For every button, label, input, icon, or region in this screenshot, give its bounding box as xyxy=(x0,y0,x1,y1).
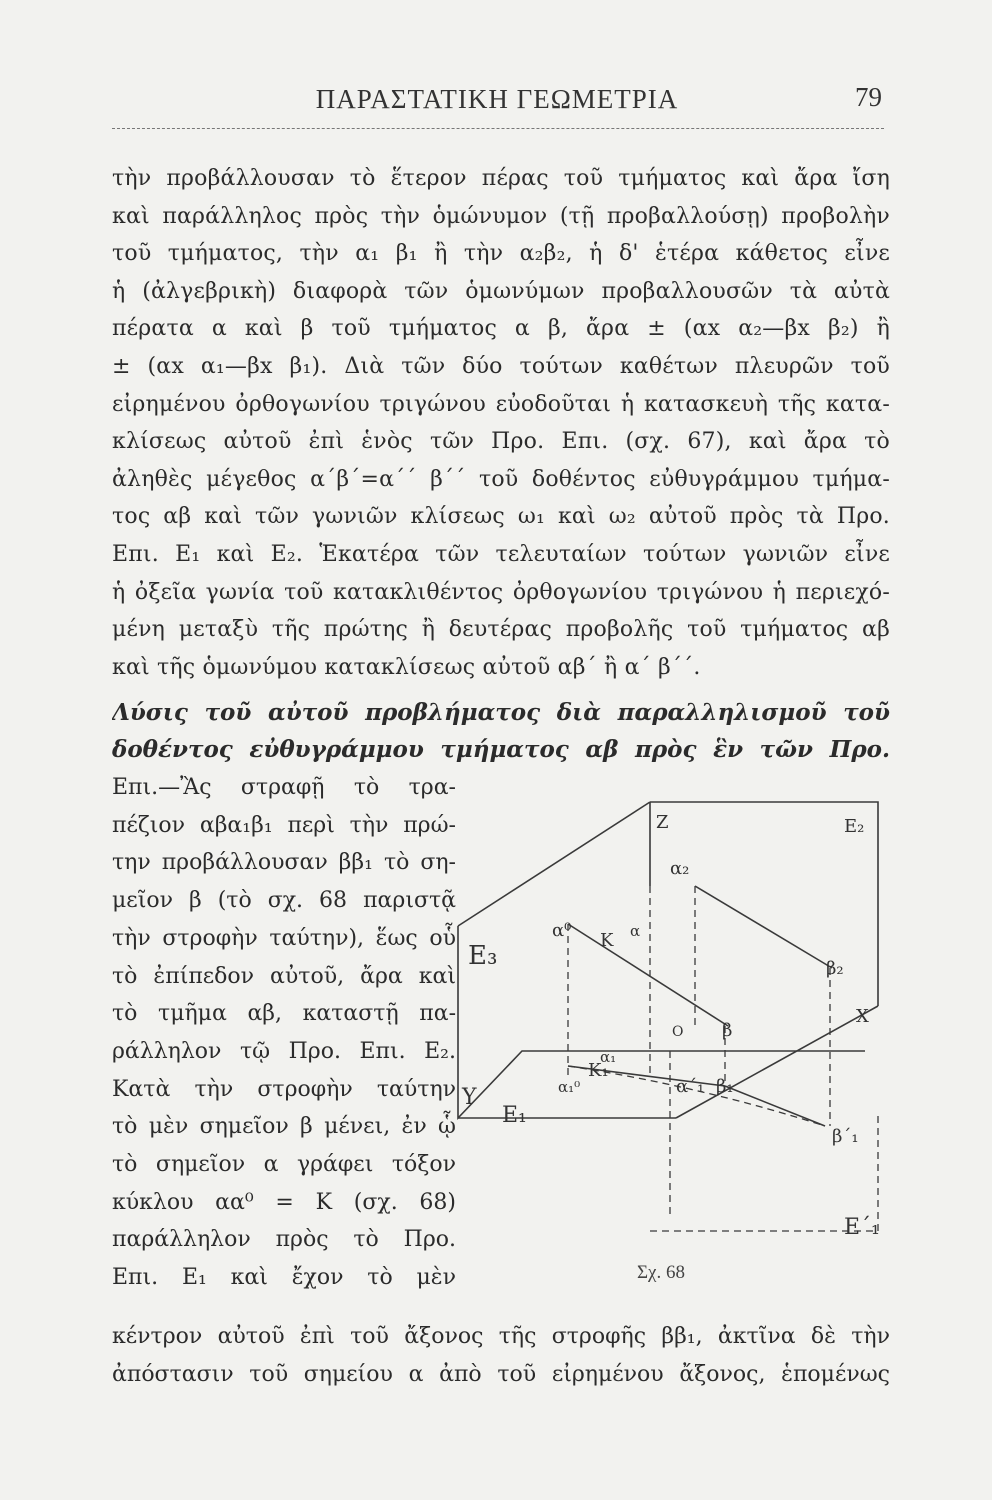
text-line: ράλληλον τῷ Προ. Επι. Ε₂. xyxy=(112,1038,456,1064)
label-k1: K₁ xyxy=(588,1060,609,1081)
text-line: κλίσεως αὐτοῦ ἐπὶ ἑνὸς τῶν Προ. Επι. (σχ. 67), καὶ ἄρα τὸ xyxy=(112,429,890,455)
text-line: τοῦ τμήματος, τὴν α₁ β₁ ἢ τὴν α₂β₂, ἡ δ' ἑτέρα κάθετος εἶνε xyxy=(112,241,890,267)
label-e1-prime: E΄₁ xyxy=(844,1215,880,1240)
text-line: Επι.—Ἂς στραφῇ τὸ τρα- xyxy=(112,775,456,800)
label-e2: E₂ xyxy=(844,816,865,837)
label-y: Y xyxy=(462,1085,477,1110)
label-b: β xyxy=(722,1020,733,1041)
label-z: Z xyxy=(656,812,669,833)
label-a1: α₁ xyxy=(600,1048,617,1066)
text-line: τὴν στροφὴν ταύτην), ἕως οὗ xyxy=(112,925,456,951)
header-rule xyxy=(112,128,884,129)
text-line: καὶ τῆς ὁμωνύμου κατακλίσεως αὐτοῦ αβ΄ ἢ α΄ β΄΄. xyxy=(112,654,701,680)
label-b2: β₂ xyxy=(826,958,844,979)
text-line: παράλληλον πρὸς τὸ Προ. xyxy=(112,1227,456,1253)
segment-a0b xyxy=(568,924,728,1026)
text-line: κύκλου αα⁰ = Κ (σχ. 68) xyxy=(112,1189,456,1215)
text-line: κέντρον αὐτοῦ ἐπὶ τοῦ ἄξονος τῆς στροφῆς ββ₁, ἀκτῖνα δὲ τὴν xyxy=(112,1324,890,1349)
plane-edge xyxy=(458,802,650,926)
label-a: α xyxy=(630,922,641,940)
text-line: καὶ παράλληλος πρὸς τὴν ὁμώνυμον (τῇ προβαλλούσῃ) προβολὴν xyxy=(112,203,890,229)
left-column-text xyxy=(112,769,456,1297)
text-line: μεῖον β (τὸ σχ. 68 παριστᾷ xyxy=(112,888,456,914)
text-line: τὸ μὲν σημεῖον β μένει, ἐν ᾧ xyxy=(112,1114,456,1140)
plane-outline xyxy=(458,926,865,1118)
label-a1-prime: α΄₁ xyxy=(676,1076,705,1097)
text-line: ἀληθὲς μέγεθος α΄β΄=α΄΄ β΄΄ τοῦ δοθέντος εὐθυγράμμου τμήμα- xyxy=(112,466,890,492)
segment-a2b2 xyxy=(695,886,832,968)
segment-b1 xyxy=(725,1086,825,1126)
plane-edge xyxy=(676,1006,878,1118)
text-line: πέρατα α καὶ β τοῦ τμήματος α β, ἄρα ± (αx α₂—βx β₂) ἢ xyxy=(112,316,890,342)
bottom-text xyxy=(112,1318,890,1393)
text-line: τὸ ἐπίπεδον αὐτοῦ, ἄρα καὶ xyxy=(112,963,456,989)
text-line: ± (αx α₁—βx β₁). Διὰ τῶν δύο τούτων καθέτων πλευρῶν τοῦ xyxy=(112,353,890,379)
heading-line: Λύσις τοῦ αὐτοῦ προβλήματος διὰ παραλληλισμοῦ τοῦ xyxy=(112,699,890,726)
label-a1-0: α₁⁰ xyxy=(558,1078,581,1096)
page-number: 79 xyxy=(855,82,882,112)
text-line: τὸ σημεῖον α γράφει τόξον xyxy=(112,1152,456,1178)
label-k: K xyxy=(600,930,614,951)
label-b1: β₁ xyxy=(716,1076,734,1097)
text-line: μένη μεταξὺ τῆς πρώτης ἢ δευτέρας προβολῆς τοῦ τμήματος αβ xyxy=(112,617,890,643)
text-line: Κατὰ τὴν στροφὴν ταύτην xyxy=(112,1076,456,1102)
text-line: ἀπόστασιν τοῦ σημείου α ἀπὸ τοῦ εἰρημένου ἄξονος, ἑπομένως xyxy=(112,1361,890,1387)
page-title: ΠΑΡΑΣΤΑΤΙΚΗ ΓΕΩΜΕΤΡΙΑ xyxy=(315,84,679,114)
figure-caption: Σχ. 68 xyxy=(637,1262,685,1283)
text-line: Επι. Ε₁ καὶ Ε₂. Ἑκατέρα τῶν τελευταίων τούτων γωνιῶν εἶνε xyxy=(112,541,890,567)
text-line: τὸ τμῆμα αβ, καταστῇ πα- xyxy=(112,1001,456,1027)
label-b1-prime: β΄₁ xyxy=(832,1126,859,1147)
section-heading xyxy=(112,694,890,768)
text-line: ἡ (ἀλγεβρικὴ) διαφορὰ τῶν ὁμωνύμων προβαλλουσῶν τὰ αὐτὰ xyxy=(112,278,890,304)
text-line: εἰρημένου ὀρθογωνίου τριγώνου εὐοδοῦται ἡ κατασκευὴ τῆς κατα- xyxy=(112,391,890,417)
paragraph-continuation xyxy=(112,160,890,686)
text-line: τὴν προβάλλουσαν τὸ ἕτερον πέρας τοῦ τμήματος καὶ ἄρα ἴση xyxy=(112,166,890,191)
geometry-figure xyxy=(440,786,890,1296)
heading-line: δοθέντος εὐθυγράμμου τμήματος αβ πρὸς ἓν τῶν Προ. xyxy=(112,736,890,763)
text-line: ἡ ὀξεῖα γωνία τοῦ κατακλιθέντος ὀρθογωνίου τριγώνου ἡ περιεχό- xyxy=(112,579,890,605)
label-e1: E₁ xyxy=(502,1103,527,1128)
running-header xyxy=(112,78,882,118)
text-line: την προβάλλουσαν ββ₁ τὸ ση- xyxy=(112,850,456,876)
text-line: πέζιον αβα₁β₁ περὶ τὴν πρώ- xyxy=(112,812,456,838)
label-o: O xyxy=(672,1024,684,1040)
text-line: Επι. Ε₁ καὶ ἔχον τὸ μὲν xyxy=(112,1265,456,1291)
text-line: τος αβ καὶ τῶν γωνιῶν κλίσεως ω₁ καὶ ω₂ αὐτοῦ πρὸς τὰ Προ. xyxy=(112,504,890,530)
label-e3: E₃ xyxy=(468,941,498,971)
label-a0: α⁰ xyxy=(552,920,572,941)
label-x: X xyxy=(856,1006,869,1027)
label-a2: α₂ xyxy=(670,858,690,879)
